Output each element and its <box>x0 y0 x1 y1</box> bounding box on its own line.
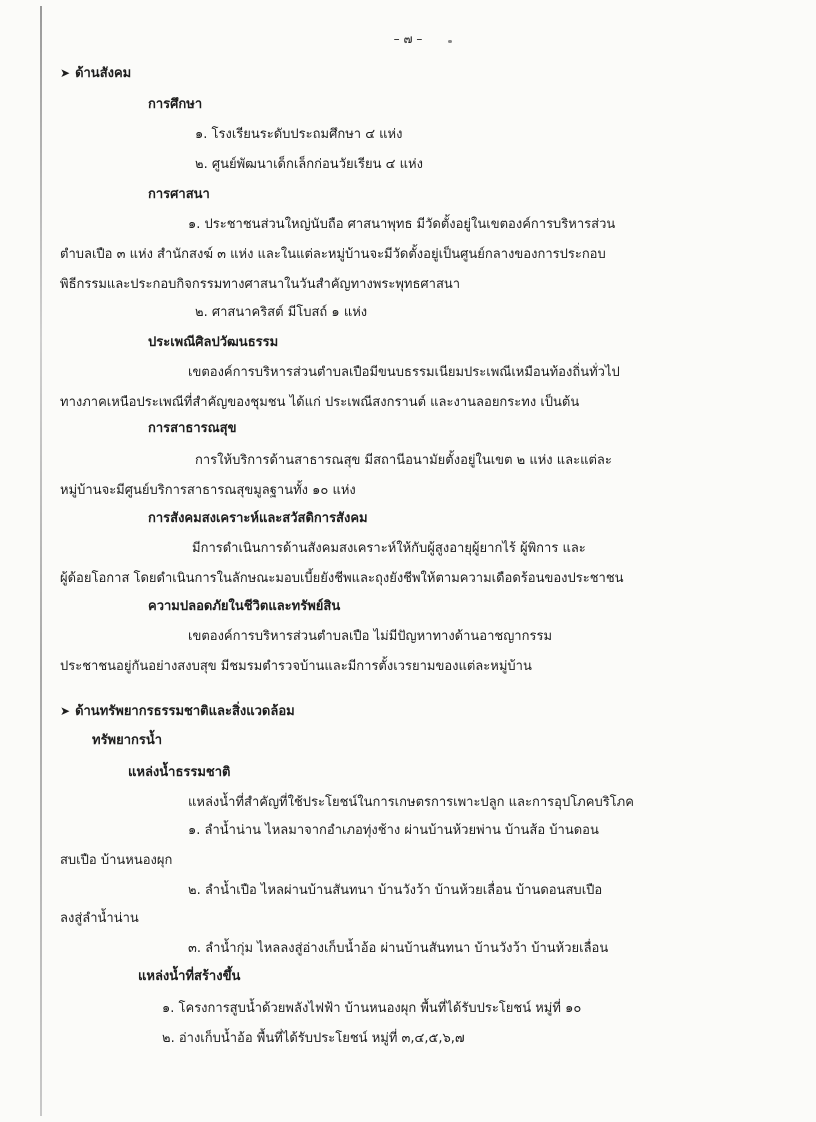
safety-line-2: ประชาชนอยู่กันอย่างสงบสุข มีชมรมตำรวจบ้านและมีการตั้งเวรยามของแต่ละหมู่บ้าน <box>60 659 532 674</box>
education-item-1: ๑. โรงเรียนระดับประถมศึกษา ๔ แห่ง <box>195 127 403 142</box>
built-water-item-1: ๑. โครงการสูบน้ำด้วยพลังไฟฟ้า บ้านหนองผุก พื้นที่ได้รับประโยชน์ หมู่ที่ ๑๐ <box>162 1001 582 1016</box>
natural-water-item-2-line-2: ลงสู่ลำน้ำน่าน <box>60 911 139 926</box>
section-social-title <box>60 64 131 83</box>
built-water-heading: แหล่งน้ำที่สร้างขึ้น <box>138 969 241 984</box>
health-heading: การสาธารณสุข <box>148 421 237 436</box>
right-arrow-bullet-icon: ➤ <box>60 66 71 80</box>
section-social-title-text: ด้านสังคม <box>75 66 132 81</box>
safety-line-1: เขตองค์การบริหารส่วนตำบลเปือ ไม่มีปัญหาทางด้านอาชญากรรม <box>188 629 553 644</box>
natural-water-item-3: ๓. ลำน้ำกุ่ม ไหลลงสู่อ่างเก็บน้ำอ้อ ผ่านบ้านสันทนา บ้านวังว้า บ้านห้วยเลื่อน <box>188 941 609 956</box>
tradition-line-2: ทางภาคเหนือประเพณีที่สำคัญของชุมชน ได้แก่ ประเพณีสงกรานต์ และงานลอยกระทง เป็นต้น <box>60 395 580 410</box>
section-resources-title <box>60 702 295 721</box>
built-water-item-2: ๒. อ่างเก็บน้ำอ้อ พื้นที่ได้รับประโยชน์ หมู่ที่ ๓,๔,๕,๖,๗ <box>162 1031 465 1046</box>
natural-water-item-2-line-1: ๒. ลำน้ำเปือ ไหลผ่านบ้านสันทนา บ้านวังว้า บ้านห้วยเลื่อน บ้านดอนสบเปือ <box>188 883 603 898</box>
tradition-line-1: เขตองค์การบริหารส่วนตำบลเปือมีขนบธรรมเนียมประเพณีเหมือนท้องถิ่นทั่วไป <box>188 365 620 380</box>
education-heading: การศึกษา <box>148 97 203 112</box>
welfare-heading: การสังคมสงเคราะห์และสวัสดิการสังคม <box>148 511 368 526</box>
religion-item-1-line-3: พิธีกรรมและประกอบกิจกรรมทางศาสนาในวันสำคัญทางพระพุทธศาสนา <box>60 277 461 292</box>
religion-item-2: ๒. ศาสนาคริสต์ มีโบสถ์ ๑ แห่ง <box>195 305 368 320</box>
tradition-heading: ประเพณีศิลปวัฒนธรรม <box>148 335 279 350</box>
section-resources-title-text: ด้านทรัพยากรธรรมชาติและสิ่งแวดล้อม <box>75 704 295 719</box>
natural-water-heading: แหล่งน้ำธรรมชาติ <box>128 765 231 780</box>
education-item-2: ๒. ศูนย์พัฒนาเด็กเล็กก่อนวัยเรียน ๔ แห่ง <box>195 157 423 172</box>
right-arrow-bullet-icon: ➤ <box>60 704 71 718</box>
page-number: – ๗ – <box>393 32 423 46</box>
natural-water-item-1-line-1: ๑. ลำน้ำน่าน ไหลมาจากอำเภอทุ่งช้าง ผ่านบ้านห้วยพ่าน บ้านส้อ บ้านดอน <box>188 823 599 838</box>
welfare-line-1: มีการดำเนินการด้านสังคมสงเคราะห์ให้กับผู้สูงอายุผู้ยากไร้ ผู้พิการ และ <box>192 541 586 556</box>
religion-heading: การศาสนา <box>148 187 210 202</box>
scan-binding-edge <box>40 6 42 1116</box>
natural-water-intro: แหล่งน้ำที่สำคัญที่ใช้ประโยชน์ในการเกษตรการเพาะปลูก และการอุปโภคบริโภค <box>188 795 634 810</box>
natural-water-item-1-line-2: สบเปือ บ้านหนองผุก <box>60 853 173 868</box>
welfare-line-2: ผู้ด้อยโอกาส โดยดำเนินการในลักษณะมอบเบี้ยยังชีพและถุงยังชีพให้ตามความเดือดร้อนของประชาชน <box>60 571 624 586</box>
religion-item-1-line-2: ตำบลเปือ ๓ แห่ง สำนักสงฆ์ ๓ แห่ง และในแต่ละหมู่บ้านจะมีวัดตั้งอยู่เป็นศูนย์กลางของการประกอบ <box>60 247 606 262</box>
safety-heading: ความปลอดภัยในชีวิตและทรัพย์สิน <box>148 599 341 614</box>
religion-item-1-line-1: ๑. ประชาชนส่วนใหญ่นับถือ ศาสนาพุทธ มีวัดตั้งอยู่ในเขตองค์การบริหารส่วน <box>188 217 616 232</box>
health-line-1: การให้บริการด้านสาธารณสุข มีสถานีอนามัยตั้งอยู่ในเขต ๒ แห่ง และแต่ละ <box>195 453 612 468</box>
health-line-2: หมู่บ้านจะมีศูนย์บริการสาธารณสุขมูลฐานทั้ง ๑๐ แห่ง <box>60 483 356 498</box>
water-resources-heading: ทรัพยากรน้ำ <box>92 733 163 748</box>
